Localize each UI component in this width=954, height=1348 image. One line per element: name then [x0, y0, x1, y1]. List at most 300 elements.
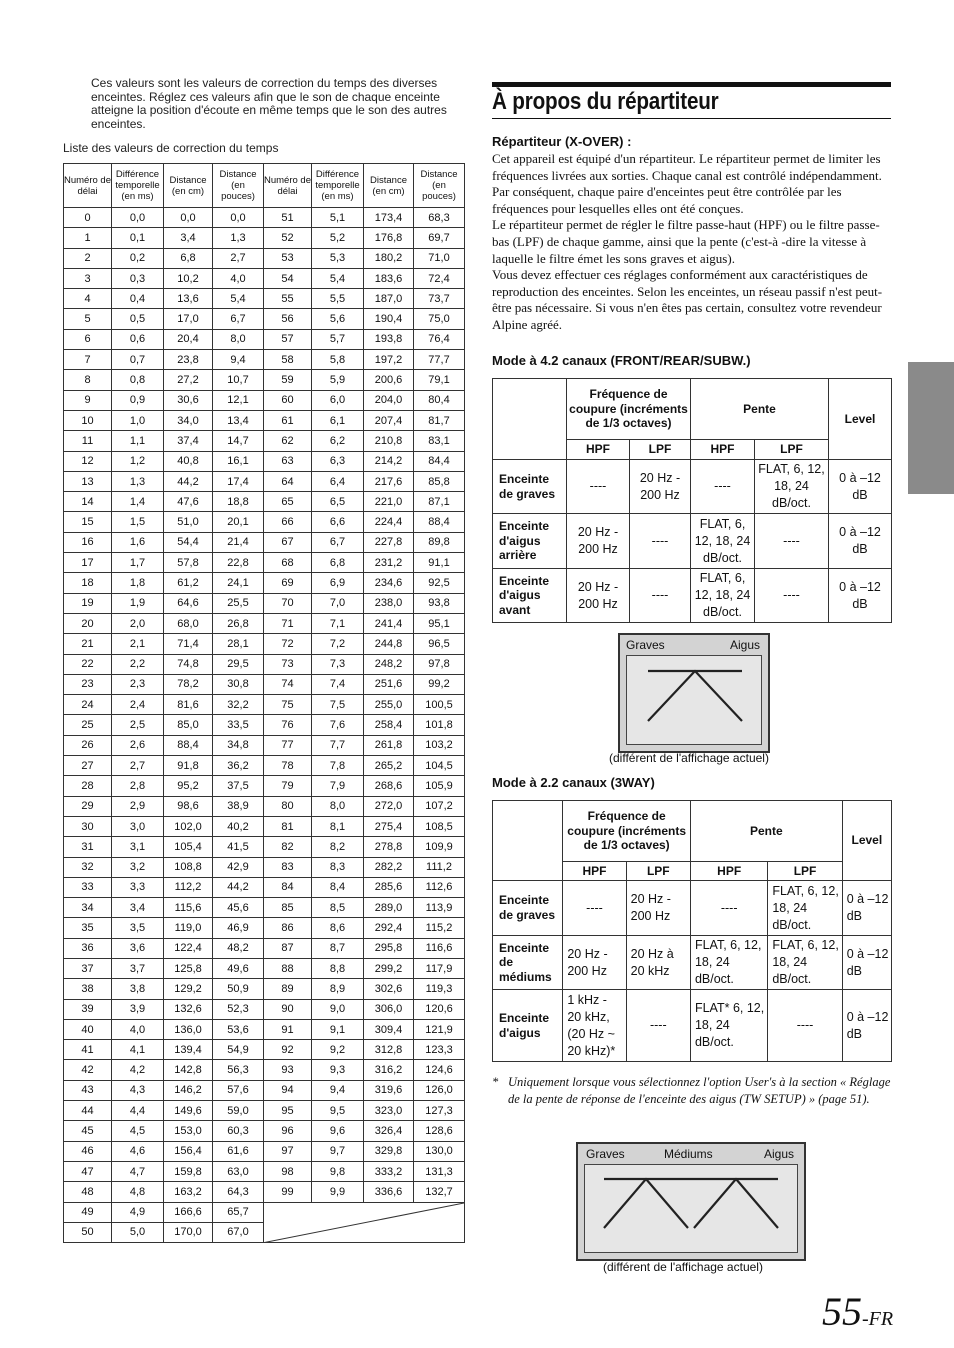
table-cell: 49 [64, 1202, 112, 1222]
table-cell: 111,2 [414, 857, 465, 877]
table-cell: 35 [64, 918, 112, 938]
table-cell: 74,8 [164, 654, 213, 674]
table-cell: 3 [64, 268, 112, 288]
cell: 0 à –12 dB [842, 990, 891, 1062]
table-cell: 13 [64, 471, 112, 491]
table-cell: 7,5 [312, 695, 364, 715]
table-cell: 64,3 [213, 1182, 264, 1202]
table-row [64, 268, 465, 288]
table-cell: 9 [64, 390, 112, 410]
column-header: Numéro de délai [264, 164, 312, 208]
table-cell: 68 [264, 553, 312, 573]
table-cell: 3,5 [112, 918, 164, 938]
row-label: Enceinte de graves [493, 460, 567, 514]
table-cell: 23 [64, 674, 112, 694]
table-cell: 46,9 [213, 918, 264, 938]
title-rule-bottom [492, 118, 891, 119]
table-cell: 30 [64, 816, 112, 836]
table-cell: 9,1 [312, 1019, 364, 1039]
table-cell: 4,8 [112, 1182, 164, 1202]
table-cell: 3,7 [112, 958, 164, 978]
slope-header: Pente [690, 801, 842, 862]
table-cell: 29,5 [213, 654, 264, 674]
table-cell: 61 [264, 410, 312, 430]
table-cell: 7,3 [312, 654, 364, 674]
table-cell: 23,8 [164, 350, 213, 370]
cell: 20 Hz à 20 kHz [626, 936, 690, 990]
diagram-label-graves: Graves [626, 638, 665, 652]
cell: 0 à –12 dB [829, 460, 892, 514]
table-cell: 2,7 [112, 756, 164, 776]
table-row [64, 613, 465, 633]
table-cell: 9,4 [312, 1080, 364, 1100]
table-cell: 84 [264, 877, 312, 897]
table-cell: 37 [64, 958, 112, 978]
table-cell: 51 [264, 208, 312, 228]
cell: FLAT, 6, 12, 18, 24 dB/oct. [768, 881, 842, 936]
table-row [64, 1161, 465, 1181]
table-cell: 2,5 [112, 715, 164, 735]
table-row [64, 1019, 465, 1039]
table-cell: 0,5 [112, 309, 164, 329]
table-row [64, 776, 465, 796]
table-cell: 34,8 [213, 735, 264, 755]
table-cell: 8,0 [213, 329, 264, 349]
table-cell: 1 [64, 228, 112, 248]
table-cell: 302,6 [364, 979, 414, 999]
table-row [64, 512, 465, 532]
table-cell: 4,7 [112, 1161, 164, 1181]
table-cell: 4 [64, 289, 112, 309]
paragraph: Le répartiteur permet de régler le filtre passe-haut (HPF) ou le filtre passe-bas (LPF) de chaque gamme, ainsi que la pente (c'est-à -dire la vitesse à laquelle le filtre émet les sons graves et aigus). [492, 217, 880, 266]
table-cell: 36,2 [213, 756, 264, 776]
table-cell: 30,8 [213, 674, 264, 694]
table-cell: 5,0 [112, 1222, 164, 1242]
table-cell: 42 [64, 1060, 112, 1080]
table-cell: 272,0 [364, 796, 414, 816]
table-cell: 3,6 [112, 938, 164, 958]
freq-header: Fréquence de coupure (incréments de 1/3 octaves) [567, 379, 691, 440]
table-cell: 78 [264, 756, 312, 776]
table-cell: 132,7 [414, 1182, 465, 1202]
table-cell: 149,6 [164, 1101, 213, 1121]
table-cell: 261,8 [364, 735, 414, 755]
table-cell: 4,6 [112, 1141, 164, 1161]
table-cell: 47 [64, 1161, 112, 1181]
table-row [64, 837, 465, 857]
table-cell: 2,3 [112, 674, 164, 694]
table-cell: 200,6 [364, 370, 414, 390]
table-cell: 88,4 [164, 735, 213, 755]
table-cell: 3,3 [112, 877, 164, 897]
cell: 0 à –12 dB [829, 514, 892, 569]
table-cell: 146,2 [164, 1080, 213, 1100]
table-cell: 6,8 [164, 248, 213, 268]
table-cell: 4,1 [112, 1040, 164, 1060]
table-cell: 89 [264, 979, 312, 999]
table-cell: 1,8 [112, 573, 164, 593]
table-cell: 56 [264, 309, 312, 329]
table-cell: 68,0 [164, 613, 213, 633]
table-cell: 20,1 [213, 512, 264, 532]
table-cell: 28 [64, 776, 112, 796]
cell: ---- [755, 514, 829, 569]
cell: 20 Hz - 200 Hz [626, 881, 690, 936]
table-row [64, 593, 465, 613]
section-title: À propos du répartiteur [492, 88, 719, 115]
mode42-heading: Mode à 4.2 canaux (FRONT/REAR/SUBW.) [492, 353, 751, 368]
table-cell: 51,0 [164, 512, 213, 532]
paragraph: Cet appareil est équipé d'un répartiteur. Le répartiteur permet de limiter les fréquences livrées aux sorties. Chaque canal est contrôlé indépendamment. Par conséquent, chaque paire d'enceintes peut être contrôlée par les fréquences pour lesquelles elles ont été conçues. [492, 151, 882, 216]
crossover-curves [620, 635, 768, 751]
column-header: Numéro de délai [64, 164, 112, 208]
table-cell: 0,1 [112, 228, 164, 248]
table-row [64, 309, 465, 329]
table-cell: 0,0 [164, 208, 213, 228]
table-cell: 50 [64, 1222, 112, 1242]
cell: FLAT, 6, 12, 18, 24 dB/oct. [691, 514, 755, 569]
table-cell: 112,6 [414, 877, 465, 897]
table-cell: 21 [64, 634, 112, 654]
table-cell: 37,5 [213, 776, 264, 796]
table-cell: 56,3 [213, 1060, 264, 1080]
corner-cell [493, 379, 567, 460]
table-row [64, 1101, 465, 1121]
table-cell: 105,9 [414, 776, 465, 796]
cell: 20 Hz - 200 Hz [567, 514, 630, 569]
table-row [64, 898, 465, 918]
table-cell: 131,3 [414, 1161, 465, 1181]
table-cell: 46 [64, 1141, 112, 1161]
table-cell: 289,0 [364, 898, 414, 918]
table-cell: 8,3 [312, 857, 364, 877]
table-row [64, 532, 465, 552]
table-cell: 115,2 [414, 918, 465, 938]
table-cell: 43 [64, 1080, 112, 1100]
table-row [64, 350, 465, 370]
table-cell: 2,6 [112, 735, 164, 755]
table-cell: 6 [64, 329, 112, 349]
table-cell: 95,2 [164, 776, 213, 796]
table-cell: 64,6 [164, 593, 213, 613]
table-cell: 113,9 [414, 898, 465, 918]
table-cell: 108,5 [414, 816, 465, 836]
table-cell: 5,9 [312, 370, 364, 390]
table-cell: 244,8 [364, 634, 414, 654]
table-row [493, 460, 892, 514]
table-cell: 91,8 [164, 756, 213, 776]
table-cell: 73 [264, 654, 312, 674]
table-cell: 0,7 [112, 350, 164, 370]
low-pass-curve [648, 671, 742, 721]
table-cell: 44 [64, 1101, 112, 1121]
table-row [64, 735, 465, 755]
column-header: Distance (en pouces) [213, 164, 264, 208]
table-cell: 176,8 [364, 228, 414, 248]
table-cell: 9,9 [312, 1182, 364, 1202]
table-cell: 125,8 [164, 958, 213, 978]
table-cell: 33 [64, 877, 112, 897]
table-cell: 258,4 [364, 715, 414, 735]
table-cell: 89,8 [414, 532, 465, 552]
table-cell: 0,0 [112, 208, 164, 228]
table-cell: 59 [264, 370, 312, 390]
table-cell: 316,2 [364, 1060, 414, 1080]
table-cell: 24 [64, 695, 112, 715]
table-cell: 1,4 [112, 492, 164, 512]
column-header: Distance (en cm) [164, 164, 213, 208]
freq-header: Fréquence de coupure (incréments de 1/3 octaves) [563, 801, 691, 862]
table-cell: 97 [264, 1141, 312, 1161]
cell: ---- [768, 990, 842, 1062]
column-header: Différence temporelle (en ms) [112, 164, 164, 208]
cell: ---- [630, 569, 691, 623]
table-cell: 65,7 [213, 1202, 264, 1222]
table-cell: 282,2 [364, 857, 414, 877]
table-cell: 120,6 [414, 999, 465, 1019]
table-row [64, 1080, 465, 1100]
table-cell: 95 [264, 1101, 312, 1121]
table-row [64, 674, 465, 694]
table-cell: 88 [264, 958, 312, 978]
cell: 20 Hz - 200 Hz [630, 460, 691, 514]
table-cell: 61,2 [164, 573, 213, 593]
table-cell: 58 [264, 350, 312, 370]
table-cell: 34 [64, 898, 112, 918]
high-pass-curve [648, 671, 742, 721]
table-cell: 139,4 [164, 1040, 213, 1060]
table-cell: 163,2 [164, 1182, 213, 1202]
cell: FLAT, 6, 12, 18, 24 dB/oct. [768, 936, 842, 990]
table-cell: 55 [264, 289, 312, 309]
table-cell: 4,0 [112, 1019, 164, 1039]
table-cell: 17 [64, 553, 112, 573]
table-cell: 3,4 [112, 898, 164, 918]
table-row [64, 573, 465, 593]
table-cell: 180,2 [364, 248, 414, 268]
table-cell: 6,0 [312, 390, 364, 410]
table-cell: 103,2 [414, 735, 465, 755]
table-cell: 80 [264, 796, 312, 816]
table-cell: 6,2 [312, 431, 364, 451]
table-row [64, 654, 465, 674]
diagram-caption: (différent de l'affichage actuel) [603, 1260, 763, 1274]
table-cell: 4,4 [112, 1101, 164, 1121]
table-cell: 83 [264, 857, 312, 877]
cell: FLAT, 6, 12, 18, 24 dB/oct. [690, 936, 767, 990]
table-cell: 156,4 [164, 1141, 213, 1161]
table-cell: 95,1 [414, 613, 465, 633]
mode22-heading: Mode à 2.2 canaux (3WAY) [492, 775, 655, 790]
table-cell: 26,8 [213, 613, 264, 633]
table-cell: 2,8 [112, 776, 164, 796]
mode42-table [492, 378, 892, 623]
table-cell: 5,4 [213, 289, 264, 309]
table-row [64, 471, 465, 491]
page-number [822, 1288, 893, 1335]
crossover-diagram-3way [576, 1142, 806, 1261]
cell: ---- [691, 460, 755, 514]
table-cell: 255,0 [364, 695, 414, 715]
hpf-header: HPF [563, 862, 626, 881]
table-cell: 112,2 [164, 877, 213, 897]
table-cell: 278,8 [364, 837, 414, 857]
table-cell: 96 [264, 1121, 312, 1141]
hpf-header: HPF [567, 440, 630, 460]
table-cell: 18 [64, 573, 112, 593]
diagram-caption: (différent de l'affichage actuel) [609, 751, 769, 765]
level-header: Level [842, 801, 891, 881]
table-cell: 99,2 [414, 674, 465, 694]
table-cell: 7,2 [312, 634, 364, 654]
table-cell: 81 [264, 816, 312, 836]
table-cell: 44,2 [213, 877, 264, 897]
table-cell: 329,8 [364, 1141, 414, 1161]
table-cell: 214,2 [364, 451, 414, 471]
table-cell: 126,0 [414, 1080, 465, 1100]
table-cell: 52 [264, 228, 312, 248]
table-cell: 0,9 [112, 390, 164, 410]
table-cell: 8,4 [312, 877, 364, 897]
cell: 1 kHz - 20 kHz, (20 Hz ~ 20 kHz)* [563, 990, 626, 1062]
xover-description [492, 151, 892, 334]
table-cell: 13,4 [213, 410, 264, 430]
table-cell: 85,8 [414, 471, 465, 491]
table-cell: 97,8 [414, 654, 465, 674]
table-cell: 74 [264, 674, 312, 694]
table-cell: 16 [64, 532, 112, 552]
table-cell: 68,3 [414, 208, 465, 228]
table-cell: 166,6 [164, 1202, 213, 1222]
crossover-curves [578, 1144, 804, 1259]
table-cell: 136,0 [164, 1019, 213, 1039]
table-cell: 268,6 [364, 776, 414, 796]
diagonal-line [264, 1203, 464, 1243]
table-cell: 71,4 [164, 634, 213, 654]
cell: FLAT, 6, 12, 18, 24 dB/oct. [755, 460, 829, 514]
table-cell: 86 [264, 918, 312, 938]
table-cell: 71,0 [414, 248, 465, 268]
page-suffix: -FR [862, 1308, 894, 1330]
table-cell: 6,8 [312, 553, 364, 573]
table-cell: 61,6 [213, 1141, 264, 1161]
table-cell: 124,6 [414, 1060, 465, 1080]
table-cell: 9,6 [312, 1121, 364, 1141]
delay-correction-table [63, 163, 465, 1243]
table-cell: 1,1 [112, 431, 164, 451]
table-cell: 54 [264, 268, 312, 288]
table-cell: 25,5 [213, 593, 264, 613]
table-cell: 98 [264, 1161, 312, 1181]
table-row [64, 492, 465, 512]
xover-heading: Répartiteur (X-OVER) : [492, 134, 632, 149]
table-cell: 27 [64, 756, 112, 776]
table-cell: 98,6 [164, 796, 213, 816]
table-row [64, 553, 465, 573]
table-cell: 83,1 [414, 431, 465, 451]
table-cell: 17,0 [164, 309, 213, 329]
table-cell: 9,8 [312, 1161, 364, 1181]
table-cell: 3,2 [112, 857, 164, 877]
table-cell: 20,4 [164, 329, 213, 349]
table-cell: 73,7 [414, 289, 465, 309]
table-cell: 18,8 [213, 492, 264, 512]
table-cell: 40,8 [164, 451, 213, 471]
cell: FLAT, 6, 12, 18, 24 dB/oct. [691, 569, 755, 623]
table-cell: 22 [64, 654, 112, 674]
table-row [64, 1202, 465, 1222]
table-cell: 75 [264, 695, 312, 715]
table-cell: 227,8 [364, 532, 414, 552]
table-cell: 7,7 [312, 735, 364, 755]
table-cell: 7,8 [312, 756, 364, 776]
table-cell: 8,2 [312, 837, 364, 857]
table-cell: 107,2 [414, 796, 465, 816]
cell: ---- [626, 990, 690, 1062]
table-cell: 170,0 [164, 1222, 213, 1242]
table-cell: 187,0 [364, 289, 414, 309]
table-cell: 69,7 [414, 228, 465, 248]
table-cell: 132,6 [164, 999, 213, 1019]
table-row [64, 1040, 465, 1060]
table-cell: 45 [64, 1121, 112, 1141]
table-cell: 3,0 [112, 816, 164, 836]
table-cell: 295,8 [364, 938, 414, 958]
table-cell: 29 [64, 796, 112, 816]
table-row [64, 796, 465, 816]
title-rule-top [492, 82, 891, 87]
table-cell: 15 [64, 512, 112, 532]
table-cell: 69 [264, 573, 312, 593]
table-cell: 78,2 [164, 674, 213, 694]
table-row [493, 990, 892, 1062]
table-cell: 129,2 [164, 979, 213, 999]
table-row [64, 999, 465, 1019]
table-cell: 11 [64, 431, 112, 451]
table-cell: 1,7 [112, 553, 164, 573]
table-cell: 13,6 [164, 289, 213, 309]
table-cell: 2,7 [213, 248, 264, 268]
table-cell: 105,4 [164, 837, 213, 857]
table-cell: 197,2 [364, 350, 414, 370]
table-cell: 8 [64, 370, 112, 390]
table-cell: 0,3 [112, 268, 164, 288]
cell: 0 à –12 dB [829, 569, 892, 623]
table-cell: 0 [64, 208, 112, 228]
table-caption: Liste des valeurs de correction du temps [63, 141, 279, 155]
table-cell: 6,1 [312, 410, 364, 430]
table-cell: 6,5 [312, 492, 364, 512]
table-row [64, 877, 465, 897]
table-cell: 1,6 [112, 532, 164, 552]
table-cell: 67,0 [213, 1222, 264, 1242]
table-row [64, 370, 465, 390]
table-cell: 31 [64, 837, 112, 857]
table-cell: 309,4 [364, 1019, 414, 1039]
table-cell: 6,6 [312, 512, 364, 532]
table-cell: 38 [64, 979, 112, 999]
table-cell: 1,5 [112, 512, 164, 532]
table-cell: 32 [64, 857, 112, 877]
table-cell: 130,0 [414, 1141, 465, 1161]
table-cell: 50,9 [213, 979, 264, 999]
table-cell: 1,9 [112, 593, 164, 613]
table-cell: 6,7 [312, 532, 364, 552]
diagram-label-aigus: Aigus [764, 1147, 795, 1161]
footnote-mark: * [492, 1075, 499, 1089]
table-cell: 4,9 [112, 1202, 164, 1222]
table-cell: 3,4 [164, 228, 213, 248]
